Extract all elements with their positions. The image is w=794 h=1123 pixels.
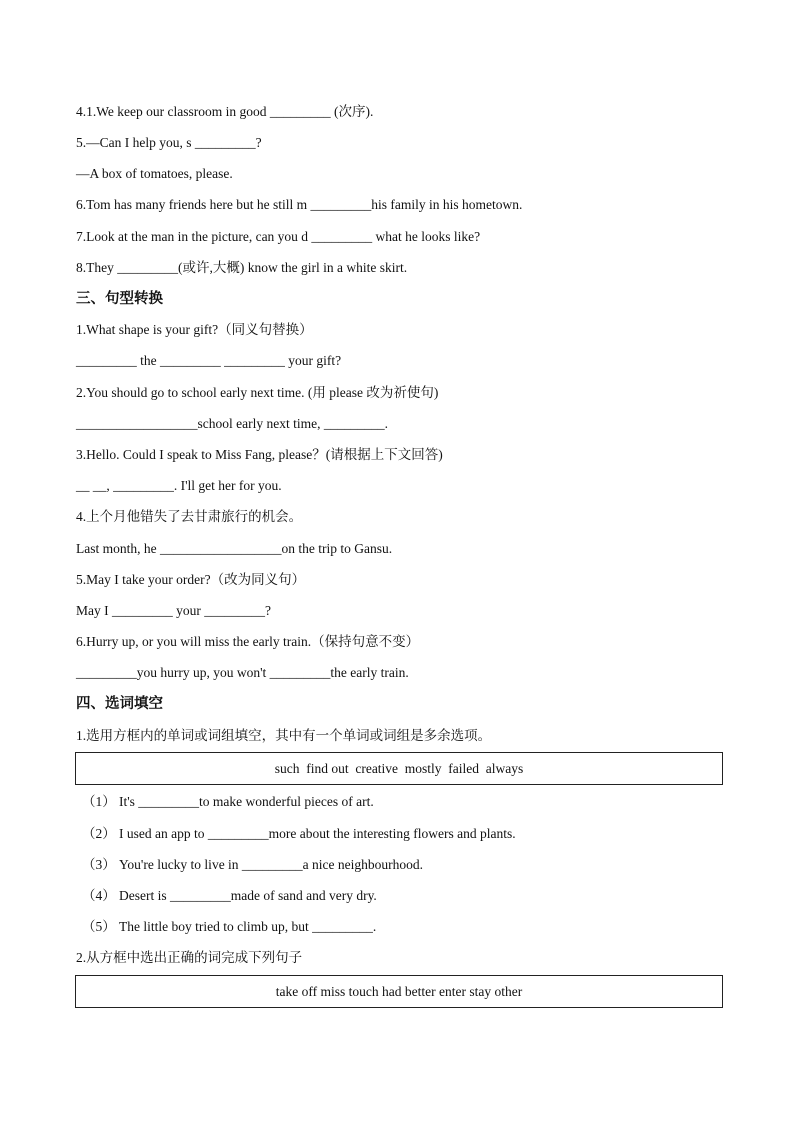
- answer-line: —A box of tomatoes, please.: [76, 166, 233, 181]
- item-text: Desert is _________made of sand and very dry.: [119, 888, 377, 903]
- answer-line: Last month, he __________________on the trip to Gansu.: [76, 541, 393, 556]
- item-number: （4）: [82, 888, 116, 903]
- list-item: [82, 856, 423, 874]
- item-text: It's _________to make wonderful pieces of art.: [119, 794, 374, 809]
- answer-line: May I _________ your _________?: [76, 603, 271, 618]
- instruction-line: 1.选用方框内的单词或词组填空，其中有一个单词或词组是多余选项。: [76, 728, 492, 743]
- item-text: The little boy tried to climb up, but _________.: [119, 919, 377, 934]
- question-line: 4.1.We keep our classroom in good _________ (次序).: [76, 104, 374, 119]
- item-number: （1）: [82, 794, 116, 809]
- question-line: 7.Look at the man in the picture, can you d _________ what he looks like?: [76, 229, 481, 244]
- question-line: 8.They _________(或许,大概) know the girl in a white skirt.: [76, 260, 408, 275]
- question-line: 5.—Can I help you, s _________?: [76, 135, 262, 150]
- instruction-line: 2.从方框中选出正确的词完成下列句子: [76, 950, 303, 965]
- item-number: （3）: [82, 857, 116, 872]
- answer-line: _________you hurry up, you won't _________the early train.: [76, 665, 409, 680]
- item-text: I used an app to _________more about the interesting flowers and plants.: [119, 826, 516, 841]
- list-item: [82, 793, 374, 811]
- word-box: such find out creative mostly failed always: [75, 752, 723, 785]
- word-box: take off miss touch had better enter stay other: [75, 975, 723, 1008]
- question-line: 5.May I take your order?（改为同义句）: [76, 572, 306, 587]
- item-number: （2）: [82, 826, 116, 841]
- list-item: [82, 825, 516, 843]
- question-line: 4.上个月他错失了去甘肃旅行的机会。: [76, 509, 303, 524]
- question-line: 6.Tom has many friends here but he still m _________his family in his hometown.: [76, 197, 523, 212]
- item-number: （5）: [82, 919, 116, 934]
- item-text: You're lucky to live in _________a nice neighbourhood.: [119, 857, 424, 872]
- question-line: 1.What shape is your gift?（同义句替换）: [76, 322, 313, 337]
- section-heading: 三、句型转换: [76, 291, 163, 307]
- answer-line: _________ the _________ _________ your gift?: [76, 353, 342, 368]
- list-item: [82, 887, 377, 905]
- question-line: 2.You should go to school early next time. (用 please 改为祈使句): [76, 385, 439, 400]
- answer-line: __________________school early next time, _________.: [76, 416, 388, 431]
- section-heading: 四、选词填空: [76, 696, 163, 712]
- question-line: 6.Hurry up, or you will miss the early train.（保持句意不变）: [76, 634, 420, 649]
- question-line: 3.Hello. Could I speak to Miss Fang, please？(请根据上下文回答): [76, 447, 443, 462]
- list-item: [82, 918, 376, 936]
- answer-line: __ __, _________. I'll get her for you.: [76, 478, 282, 493]
